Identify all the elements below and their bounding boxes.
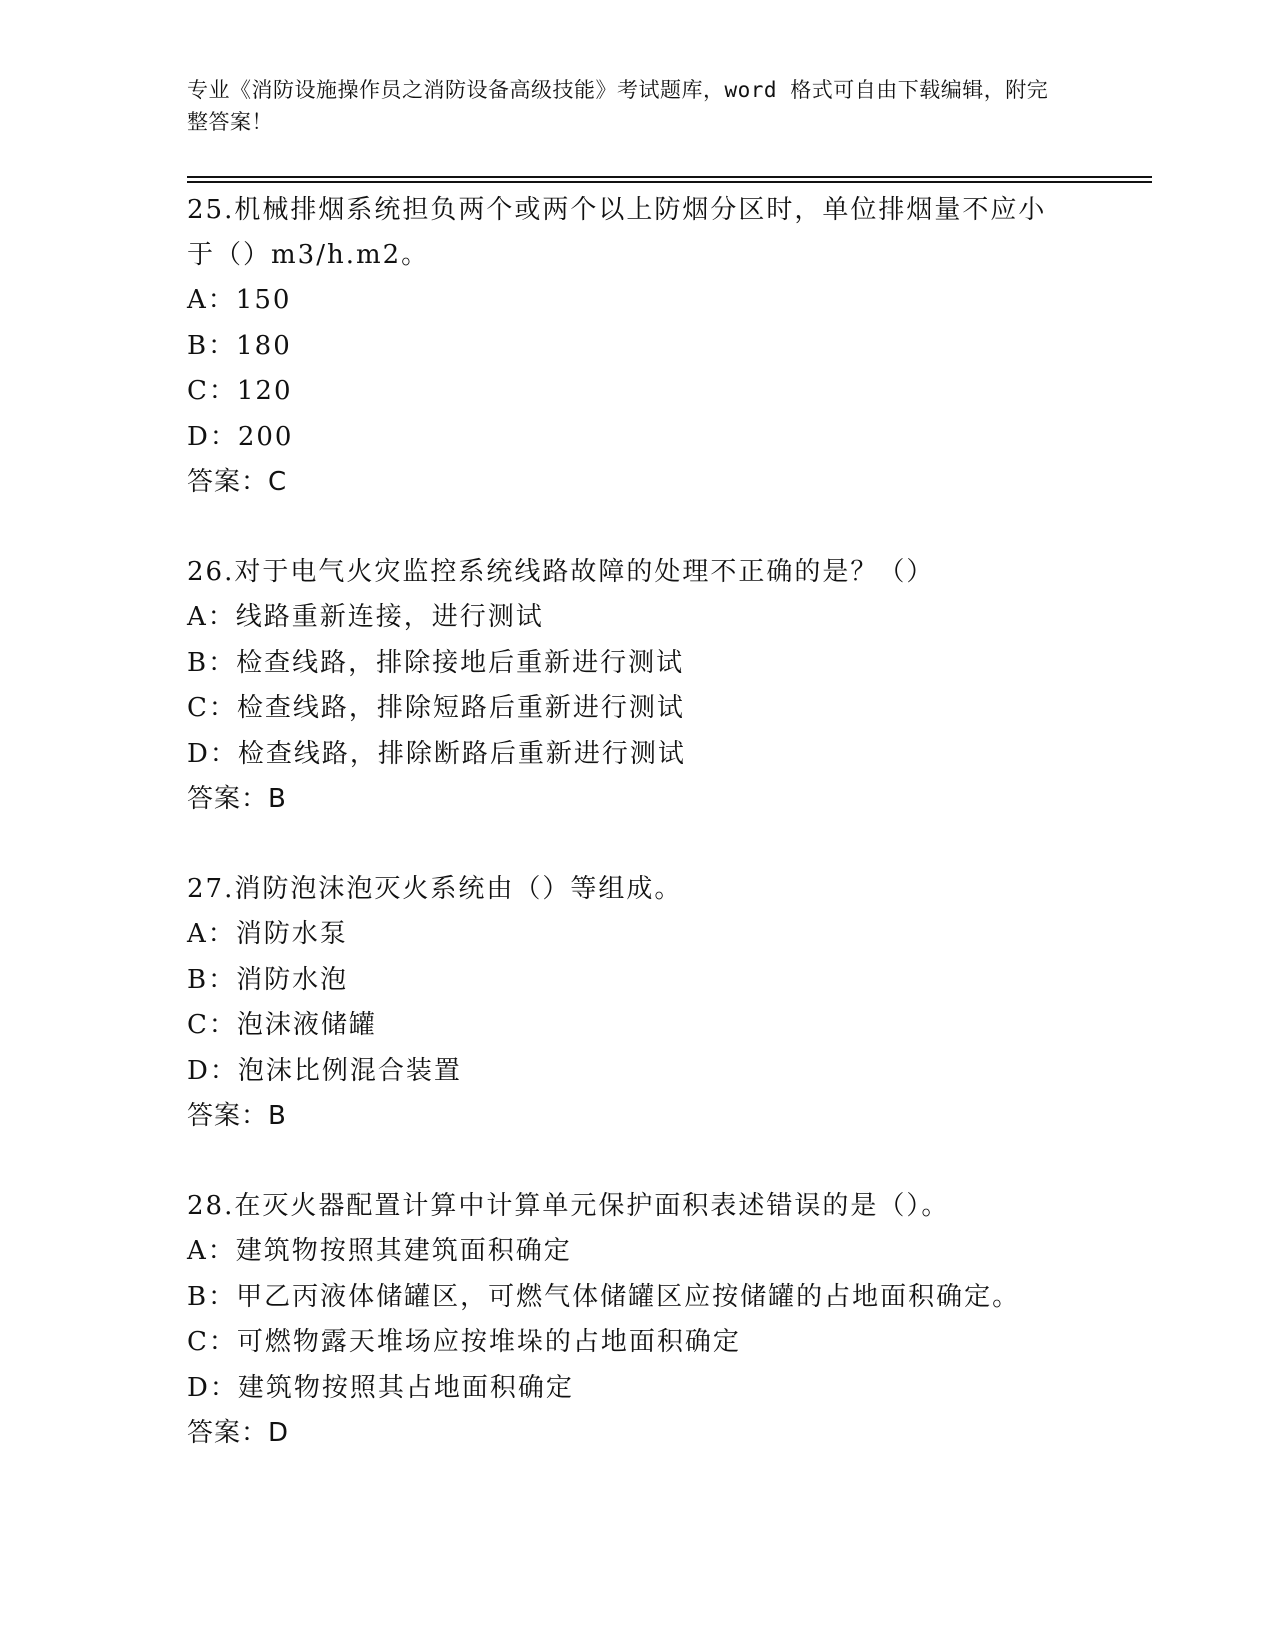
- option-b: B：甲乙丙液体储罐区，可燃气体储罐区应按储罐的占地面积确定。: [187, 1281, 1021, 1312]
- answer: 答案：C: [187, 467, 288, 497]
- option-a: A：消防水泵: [187, 919, 348, 949]
- option-d: D：200: [187, 421, 294, 452]
- option-d: D：建筑物按照其占地面积确定: [187, 1372, 574, 1403]
- question-spacer: [187, 505, 1152, 550]
- question-25: [187, 188, 1152, 505]
- option-b: B：消防水泡: [187, 964, 349, 995]
- option-b: B：检查线路，排除接地后重新进行测试: [187, 647, 685, 678]
- option-b: B：180: [187, 330, 292, 361]
- option-d: D：检查线路，排除断路后重新进行测试: [187, 738, 686, 769]
- question-stem-continued: 于（）m3/h.m2。: [187, 240, 430, 270]
- document-header: [187, 74, 1067, 138]
- question-stem: 25.机械排烟系统担负两个或两个以上防烟分区时，单位排烟量不应小: [187, 195, 1047, 225]
- option-d: D：泡沫比例混合装置: [187, 1055, 462, 1086]
- question-list: [187, 188, 1152, 1456]
- option-a: A：建筑物按照其建筑面积确定: [187, 1236, 572, 1266]
- option-a: A：线路重新连接，进行测试: [187, 602, 544, 632]
- option-c: C：120: [187, 376, 293, 406]
- question-stem: 28.在灭火器配置计算中计算单元保护面积表述错误的是（）。: [187, 1191, 950, 1221]
- answer: 答案：B: [187, 784, 287, 814]
- question-26: [187, 550, 1152, 822]
- question-stem: 26.对于电气火灾监控系统线路故障的处理不正确的是？（）: [187, 557, 935, 587]
- header-divider-bottom: [187, 181, 1152, 183]
- header-divider-top: [187, 176, 1152, 178]
- question-stem: 27.消防泡沫泡灭火系统由（）等组成。: [187, 874, 683, 904]
- question-spacer: [187, 822, 1152, 867]
- option-a: A：150: [187, 285, 292, 315]
- option-c: C：检查线路，排除短路后重新进行测试: [187, 693, 685, 723]
- option-c: C：泡沫液储罐: [187, 1010, 377, 1040]
- question-spacer: [187, 1139, 1152, 1184]
- option-c: C：可燃物露天堆场应按堆垛的占地面积确定: [187, 1327, 741, 1357]
- question-27: [187, 867, 1152, 1139]
- header-text: 专业《消防设施操作员之消防设备高级技能》考试题库，word 格式可自由下载编辑，附完整答案！: [187, 78, 1049, 134]
- answer: 答案：D: [187, 1418, 290, 1448]
- question-28: [187, 1184, 1152, 1456]
- answer: 答案：B: [187, 1101, 287, 1131]
